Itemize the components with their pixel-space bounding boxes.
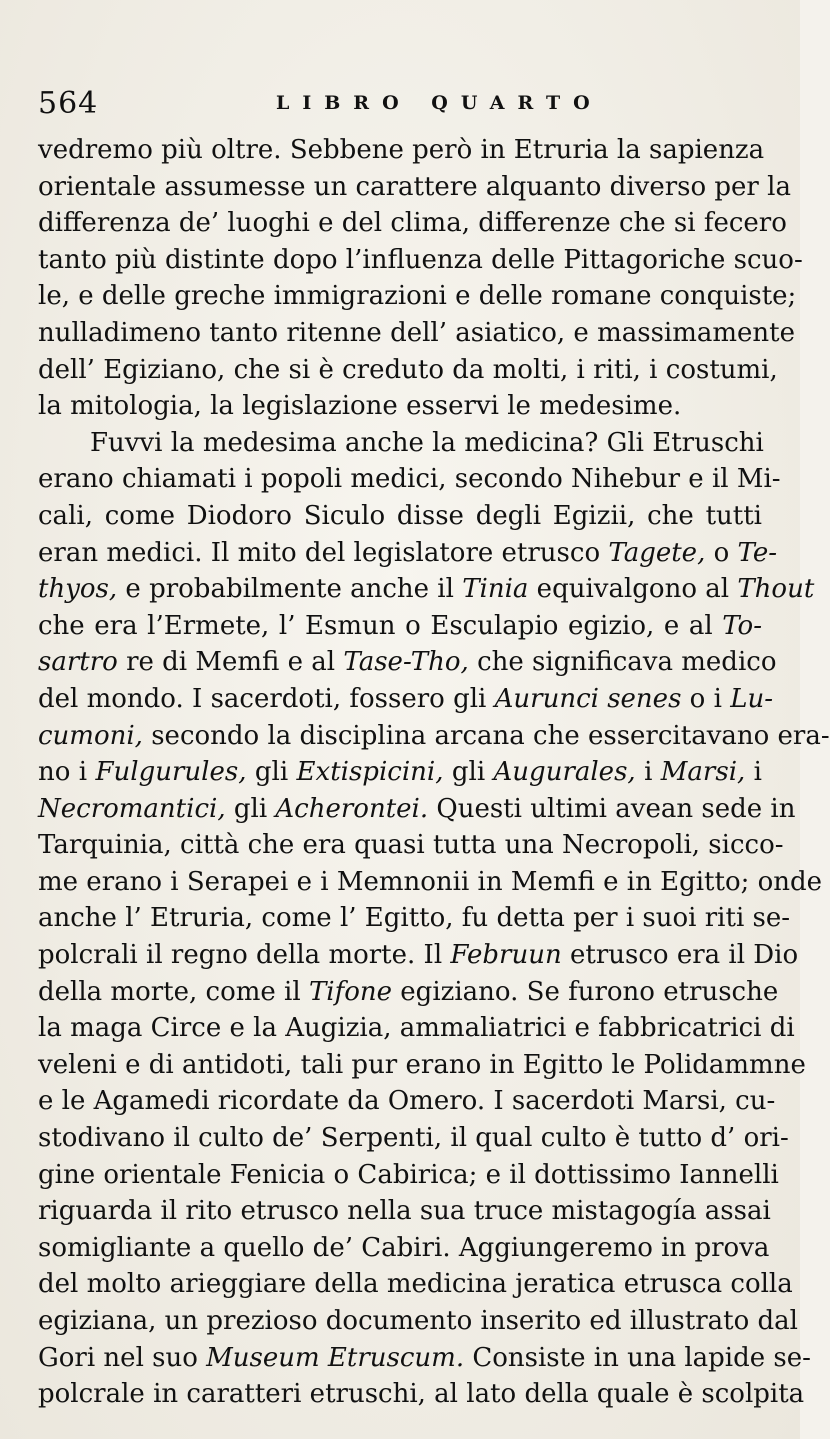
- text-run: gli: [443, 757, 494, 788]
- text-run: veleni e di antidoti, tali pur erano in Egitto le Polidammne: [38, 1049, 806, 1080]
- text-run: Fuvvi la medesima anche la medicina? Gli Etruschi: [90, 427, 764, 458]
- text-line: [38, 1047, 806, 1084]
- text-run: e le Agamedi ricordate da Omero. I sacerdoti Marsi, cu-: [38, 1086, 776, 1117]
- text-line: [38, 937, 799, 974]
- text-run: la maga Circe e la Augizia, ammaliatrici e fabbricatrici di: [38, 1013, 795, 1044]
- text-line: [38, 278, 797, 315]
- text-line: [38, 1193, 771, 1230]
- italic-term: Museum Etruscum.: [206, 1342, 465, 1373]
- text-run: i: [745, 757, 762, 788]
- italic-term: Lu-: [730, 683, 773, 714]
- text-run: e probabilmente anche il: [117, 574, 463, 605]
- text-line: [38, 461, 781, 498]
- text-line: [38, 864, 823, 901]
- text-run: etrusco era il Dio: [561, 940, 799, 971]
- body-text: [38, 132, 830, 1413]
- text-line: [38, 1157, 779, 1194]
- text-line: [38, 681, 773, 718]
- text-run: della morte, come il: [38, 976, 309, 1007]
- text-run: dell’ Egiziano, che si è creduto da molti, i riti, i costumi,: [38, 354, 778, 385]
- italic-term: Aurunci senes: [494, 683, 682, 714]
- text-line: [38, 535, 778, 572]
- page-header: [38, 86, 762, 130]
- text-line: [38, 352, 778, 389]
- text-line: [38, 315, 796, 352]
- italic-term: Tagete,: [608, 537, 706, 568]
- text-run: gine orientale Fenicia o Cabirica; e il dottissimo Iannelli: [38, 1159, 779, 1190]
- italic-term: Tinia: [462, 574, 529, 605]
- text-run: nulladimeno tanto ritenne dell’ asiatico, e massimamente: [38, 317, 796, 348]
- italic-term: Augurales,: [493, 757, 636, 788]
- running-title: LIBRO QUARTO: [276, 92, 603, 114]
- italic-term: cumoni,: [38, 720, 143, 751]
- text-line: [38, 388, 762, 425]
- text-line: [38, 1120, 789, 1157]
- italic-term: Tifone: [308, 976, 393, 1007]
- text-line: [38, 1266, 793, 1303]
- text-line: [38, 644, 777, 681]
- text-line: [38, 571, 815, 608]
- text-line: [38, 754, 762, 791]
- text-run: Questi ultimi avean sede in: [428, 793, 796, 824]
- text-line: [38, 1376, 805, 1413]
- text-run: la mitologia, la legislazione esservi le medesime.: [38, 391, 682, 422]
- text-run: no i: [38, 757, 96, 788]
- text-line: [38, 608, 762, 645]
- text-line: [38, 827, 784, 864]
- text-line: [38, 132, 765, 169]
- text-run: egiziana, un prezioso documento inserito ed illustrato dal: [38, 1306, 798, 1336]
- text-line: [38, 1083, 776, 1120]
- italic-term: thyos,: [38, 574, 118, 605]
- text-run: Consiste in una lapide se-: [464, 1342, 811, 1373]
- text-run: re di Memfi e al: [117, 647, 344, 678]
- text-run: secondo la disciplina arcana che essercitavano era-: [142, 720, 830, 751]
- text-run: Gori nel suo: [38, 1342, 207, 1373]
- text-line: [38, 900, 791, 937]
- text-line: [38, 1340, 811, 1377]
- text-run: gli: [246, 757, 297, 788]
- text-line: [38, 791, 796, 828]
- text-run: polcrali il regno della morte. Il: [38, 940, 451, 971]
- text-line: [38, 169, 791, 206]
- text-run: del mondo. I sacerdoti, fossero gli: [38, 683, 495, 714]
- text-run: polcrale in caratteri etruschi, al lato della quale è scolpita: [38, 1379, 805, 1410]
- text-run: anche l’ Etruria, come l’ Egitto, fu detta per i suoi riti se-: [38, 903, 791, 934]
- text-run: riguarda il rito etrusco nella sua truce mistagogía assai: [38, 1196, 771, 1227]
- text-run: me erano i Serapei e i Memnonii in Memfi e in Egitto; onde: [38, 866, 823, 897]
- italic-term: Fulgurules,: [95, 757, 247, 788]
- text-run: differenza de’ luoghi e del clima, differenze che si fecero: [38, 208, 787, 239]
- text-run: egiziano. Se furono etrusche: [392, 976, 779, 1007]
- text-run: cali, come Diodoro Siculo disse degli Egizii, che tutti: [38, 500, 762, 531]
- text-line: [38, 1303, 798, 1340]
- italic-term: To-: [722, 610, 762, 641]
- text-run: erano chiamati i popoli medici, secondo Nihebur e il Mi-: [38, 464, 781, 495]
- text-run: i: [635, 757, 661, 788]
- text-run: le, e delle greche immigrazioni e delle romane conquiste;: [38, 281, 797, 312]
- italic-term: Extispicini,: [296, 757, 444, 788]
- page-number: 564: [38, 86, 99, 121]
- text-line: [38, 242, 803, 279]
- italic-term: Necromantici,: [38, 793, 226, 824]
- text-line: [38, 498, 762, 535]
- text-line: [38, 425, 762, 462]
- text-run: orientale assumesse un carattere alquanto diverso per la: [38, 171, 791, 202]
- text-run: somigliante a quello de’ Cabiri. Aggiungeremo in prova: [38, 1232, 770, 1263]
- italic-term: Acherontei.: [275, 793, 429, 824]
- italic-term: Februun: [450, 940, 562, 971]
- italic-term: sartro: [38, 647, 118, 678]
- italic-term: Tase-Tho,: [343, 647, 469, 678]
- text-run: stodivano il culto de’ Serpenti, il qual culto è tutto d’ ori-: [38, 1123, 789, 1154]
- text-run: o i: [681, 683, 731, 714]
- italic-term: Marsi,: [660, 757, 746, 788]
- text-run: che significava medico: [468, 647, 777, 678]
- text-run: vedremo più oltre. Sebbene però in Etruria la sapienza: [38, 135, 765, 165]
- text-run: o: [705, 537, 738, 568]
- text-run: tanto più distinte dopo l’influenza delle Pittagoriche scuo-: [38, 244, 803, 275]
- text-run: che era l’Ermete, l’ Esmun o Esculapio egizio, e al: [38, 610, 723, 641]
- text-run: eran medici. Il mito del legislatore etrusco: [38, 537, 609, 568]
- text-run: equivalgono al: [528, 574, 738, 605]
- text-line: [38, 205, 787, 242]
- text-run: del molto arieggiare della medicina jeratica etrusca colla: [38, 1269, 793, 1300]
- text-line: [38, 1230, 770, 1267]
- text-line: [38, 1010, 795, 1047]
- italic-term: Thout: [737, 574, 815, 605]
- text-line: [38, 974, 779, 1011]
- text-run: gli: [225, 793, 276, 824]
- text-line: [38, 718, 830, 755]
- italic-term: Te-: [737, 537, 778, 568]
- text-run: Tarquinia, città che era quasi tutta una Necropoli, sicco-: [38, 830, 784, 861]
